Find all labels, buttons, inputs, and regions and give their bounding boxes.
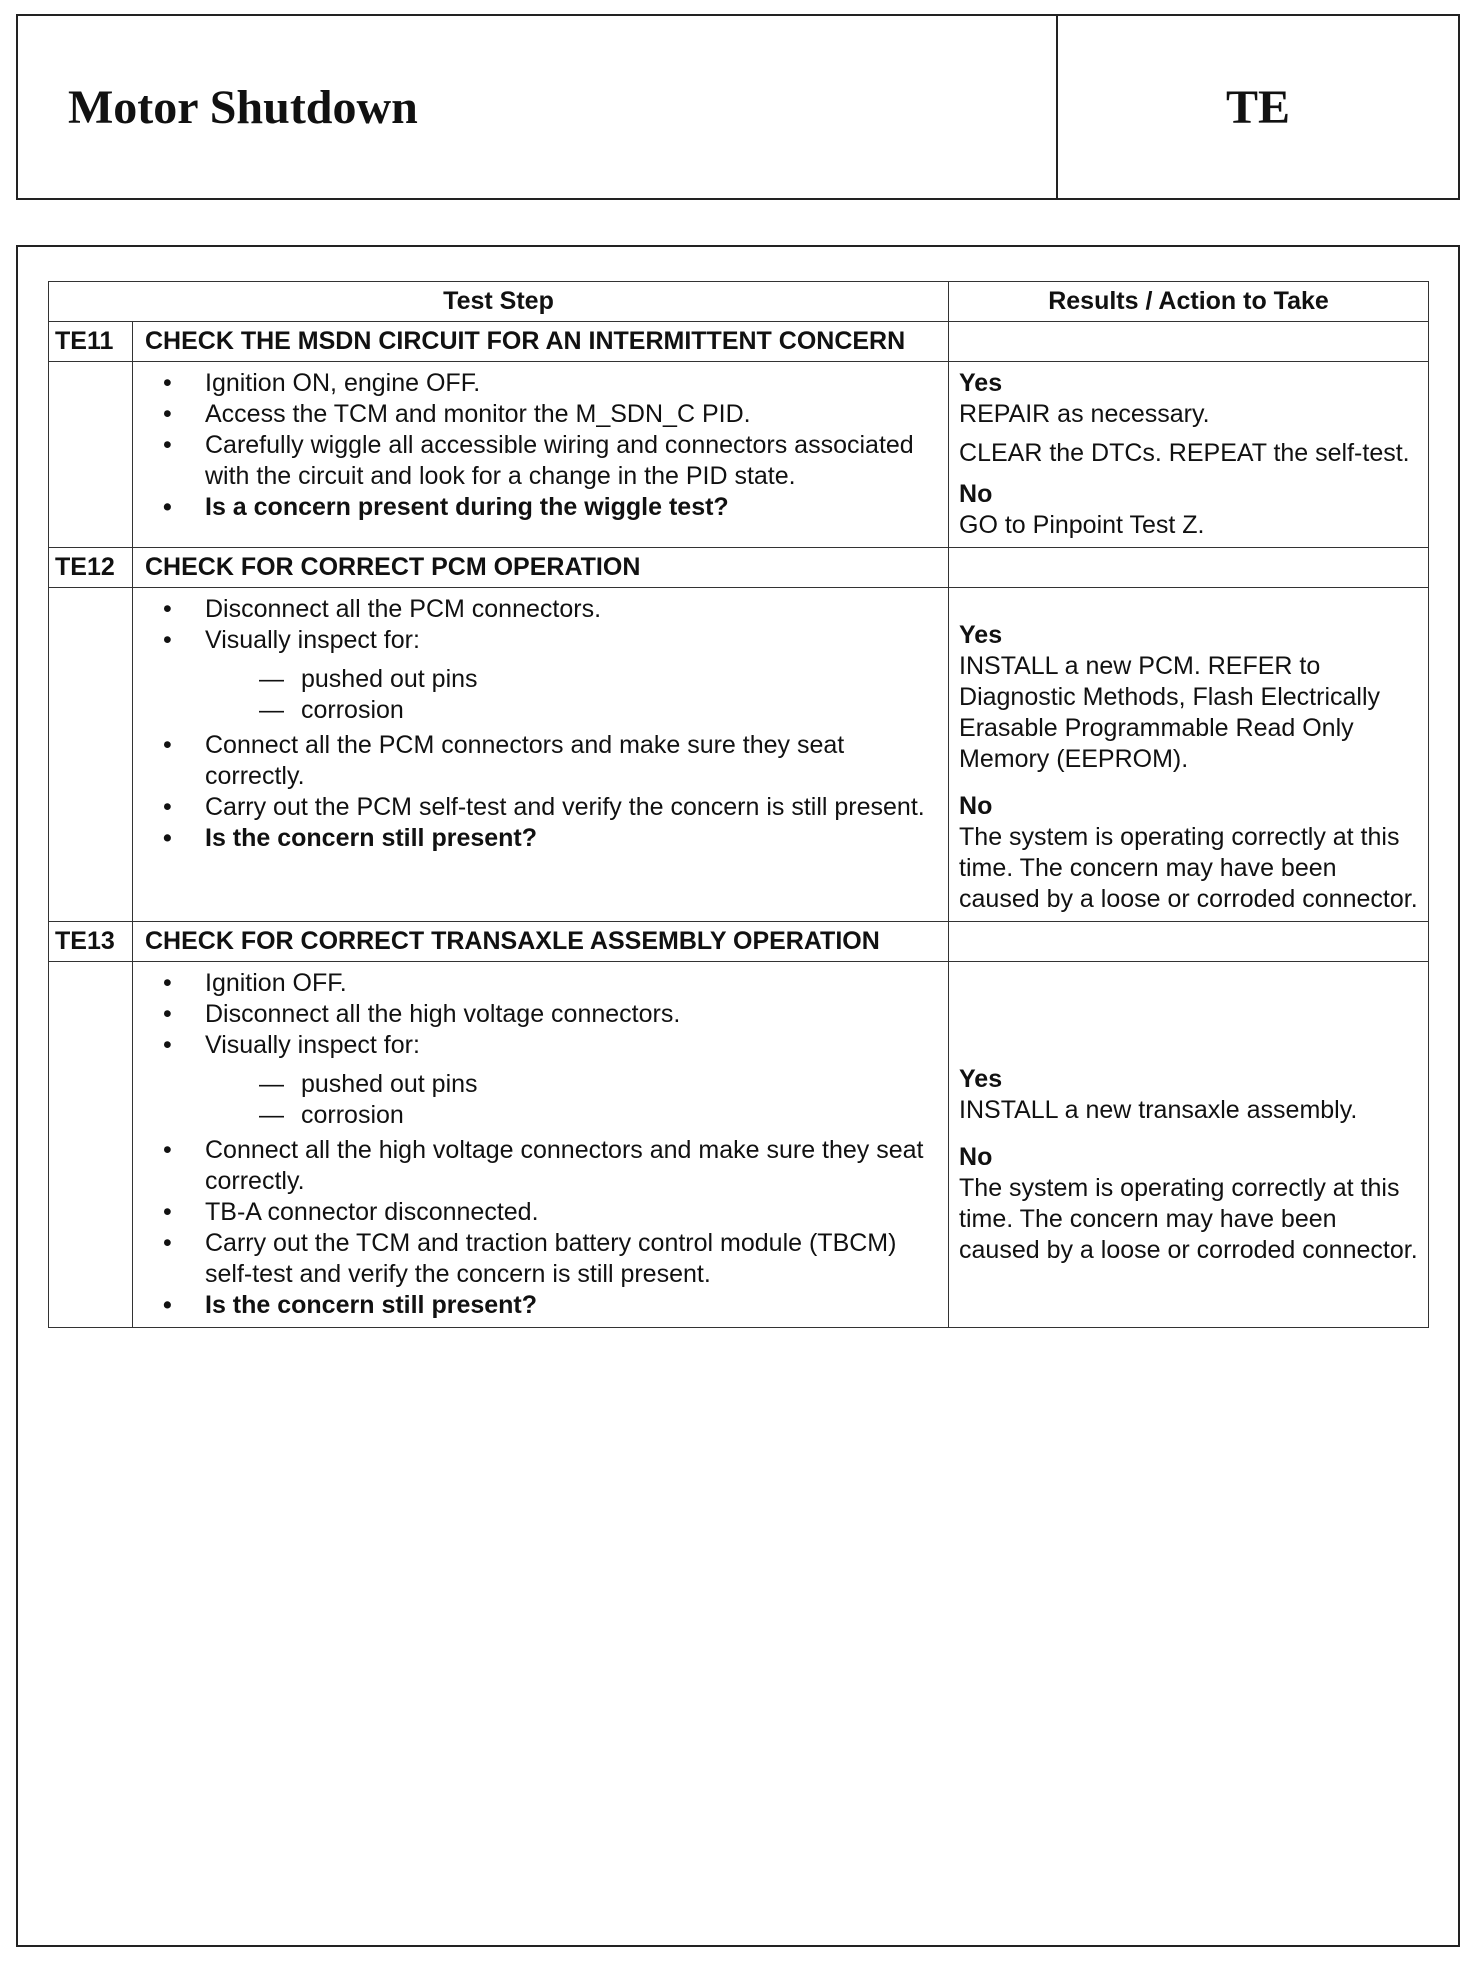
test-step-table	[48, 281, 1429, 1328]
step-item: • Disconnect all the high voltage connectors.	[157, 999, 936, 1030]
result-yes-label: Yes	[959, 1065, 1003, 1093]
step-item: • Ignition OFF.	[157, 968, 936, 999]
step-result	[949, 362, 1429, 548]
result-yes-text: INSTALL a new transaxle assembly.	[959, 1096, 1358, 1124]
section-code: TE	[1225, 80, 1291, 134]
sub-item: — pushed out pins	[253, 1069, 936, 1100]
step-result	[949, 588, 1429, 922]
step-code-continuation	[49, 962, 133, 1328]
table-row	[49, 362, 1429, 548]
step-item: • Ignition ON, engine OFF.	[157, 368, 936, 399]
step-item: • Access the TCM and monitor the M_SDN_C PID.	[157, 399, 936, 430]
table-row	[49, 588, 1429, 922]
sub-item: — corrosion	[253, 695, 936, 726]
result-spacer	[949, 548, 1429, 588]
result-yes-label: Yes	[959, 621, 1003, 649]
table-row	[49, 548, 1429, 588]
step-result	[949, 962, 1429, 1328]
step-title: CHECK THE MSDN CIRCUIT FOR AN INTERMITTENT CONCERN	[133, 322, 949, 362]
result-no-label: No	[959, 792, 993, 820]
step-item	[157, 625, 936, 726]
step-item: • Carry out the TCM and traction battery control module (TBCM) self-test and verify the concern is still present.	[157, 1228, 936, 1290]
table-row	[49, 322, 1429, 362]
step-title: CHECK FOR CORRECT PCM OPERATION	[133, 548, 949, 588]
result-spacer	[949, 322, 1429, 362]
step-code: TE13	[49, 922, 133, 962]
result-yes-text: REPAIR as necessary.	[959, 400, 1210, 428]
sub-item: — corrosion	[253, 1100, 936, 1131]
step-body	[133, 962, 949, 1328]
col-header-test-step: Test Step	[49, 282, 949, 322]
page-title: Motor Shutdown	[18, 16, 1058, 198]
step-question: • Is the concern still present?	[157, 823, 936, 854]
step-code: TE11	[49, 322, 133, 362]
page-header	[16, 14, 1460, 200]
result-yes-label: Yes	[959, 369, 1003, 397]
result-no-text: GO to Pinpoint Test Z.	[959, 511, 1205, 539]
result-yes-text: INSTALL a new PCM. REFER to Diagnostic Methods, Flash Electrically Erasable Programmable Read Only Memory (EEPROM).	[959, 652, 1381, 773]
step-code-continuation	[49, 362, 133, 548]
step-title: CHECK FOR CORRECT TRANSAXLE ASSEMBLY OPERATION	[133, 922, 949, 962]
step-question: • Is a concern present during the wiggle test?	[157, 492, 936, 523]
step-question: • Is the concern still present?	[157, 1290, 936, 1321]
step-item: • Carry out the PCM self-test and verify the concern is still present.	[157, 792, 936, 823]
result-no-text: The system is operating correctly at this time. The concern may have been caused by a loose or corroded connector.	[959, 1174, 1418, 1264]
result-no-label: No	[959, 480, 993, 508]
sub-list	[253, 664, 936, 726]
result-spacer	[949, 922, 1429, 962]
step-item: • Disconnect all the PCM connectors.	[157, 594, 936, 625]
result-no-text: The system is operating correctly at this time. The concern may have been caused by a loose or corroded connector.	[959, 823, 1418, 913]
sub-list	[253, 1069, 936, 1131]
step-body	[133, 588, 949, 922]
table-row	[49, 962, 1429, 1328]
step-body	[133, 362, 949, 548]
step-item-text: Visually inspect for:	[205, 1031, 420, 1059]
step-code-continuation	[49, 588, 133, 922]
step-item	[157, 1030, 936, 1131]
sub-item: — pushed out pins	[253, 664, 936, 695]
step-item: • Carefully wiggle all accessible wiring and connectors associated with the circuit and look for a change in the PID state.	[157, 430, 936, 492]
col-header-results: Results / Action to Take	[949, 282, 1429, 322]
step-item: • Connect all the PCM connectors and make sure they seat correctly.	[157, 730, 936, 792]
table-row	[49, 922, 1429, 962]
step-item: • Connect all the high voltage connectors and make sure they seat correctly.	[157, 1135, 936, 1197]
table-header-row	[49, 282, 1429, 322]
step-code: TE12	[49, 548, 133, 588]
result-no-label: No	[959, 1143, 993, 1171]
step-item: • TB-A connector disconnected.	[157, 1197, 936, 1228]
result-yes-text-2: CLEAR the DTCs. REPEAT the self-test.	[959, 439, 1410, 467]
step-item-text: Visually inspect for:	[205, 626, 420, 654]
